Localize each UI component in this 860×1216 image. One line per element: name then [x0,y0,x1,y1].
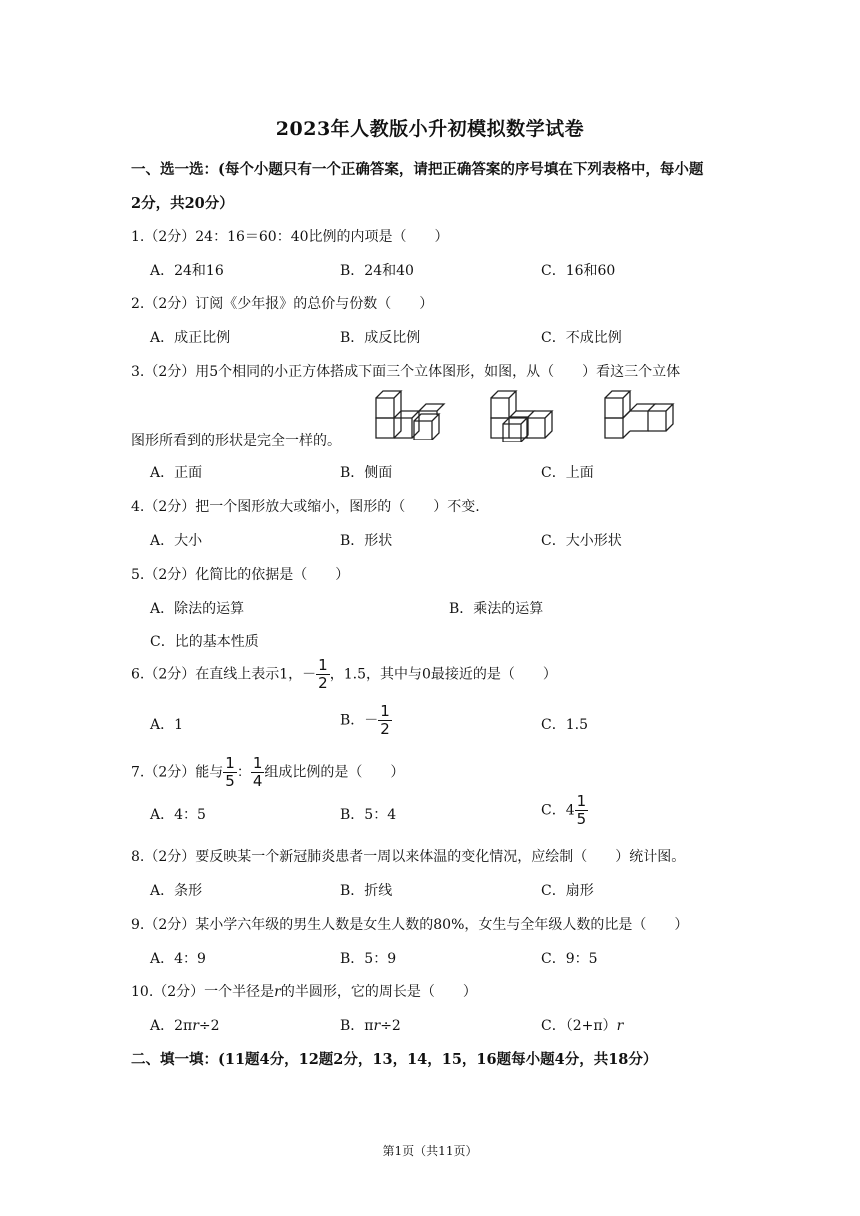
q7-text-pre: 7.（2分）能与 [131,764,224,781]
q4-option-c: C．大小形状 [541,533,622,549]
q6-fraction [316,658,330,691]
q9-option-b: B．5：9 [340,951,397,967]
q8-option-b: B．折线 [340,883,393,899]
q9-option-c: C．9：5 [541,951,598,967]
q3-option-c: C．上面 [541,465,594,481]
q10-option-a-pre: A．2π [150,1018,193,1034]
q6-option-b-num: 1 [380,702,390,720]
q6-option-b-fraction [378,704,392,737]
q3-option-a: A．正面 [150,465,203,481]
q7-option-c-fraction [575,794,589,827]
cube-figure-3 [603,384,683,440]
q6-text-pre: 6.（2分）在直线上表示1， [131,666,303,683]
section-1-heading: 一、选一选：(每个小题只有一个正确答案，请把正确答案的序号填在下列表格中，每小题 [131,161,704,178]
question-1: 1.（2分）24：16＝60：40比例的内项是（ ） [131,229,449,245]
q7-fraction-2-den: 4 [252,772,263,790]
q1-option-b: B．24和40 [340,263,414,279]
q7-option-c-den: 5 [576,810,587,828]
q6-option-b-label: B． [340,712,365,729]
cube-figure-1 [374,384,446,440]
q7-option-b: B．5：4 [340,807,397,823]
q10-option-c-pre: C．（2+π） [541,1018,617,1034]
q5-option-a: A．除法的运算 [150,601,245,617]
q9-option-a: A．4：9 [150,951,206,967]
q5-option-c: C．比的基本性质 [150,634,259,650]
q6-option-b-den: 2 [380,720,390,738]
q4-option-b: B．形状 [340,533,393,549]
q7-fraction-1-den: 5 [225,772,235,790]
q10-var-r: r [274,984,281,1000]
question-6 [131,658,741,691]
exam-title: 2023年人教版小升初模拟数学试卷 [275,118,585,140]
q2-option-c: C．不成比例 [541,330,622,346]
q10-option-a-post: ÷2 [198,1018,220,1034]
q10-text-pre: 10.（2分）一个半径是 [131,984,275,1000]
question-4: 4.（2分）把一个图形放大或缩小，图形的（ ）不变. [131,499,480,515]
q10-option-a [150,1015,220,1035]
q7-text-post: 组成比例的是（ ） [264,764,405,781]
q6-minus: － [302,666,317,683]
q6-text-post: ，1.5，其中与0最接近的是（ ） [329,666,557,683]
question-5: 5.（2分）化简比的依据是（ ） [131,567,350,583]
q10-option-b-pre: B．π [340,1018,374,1034]
q5-option-b: B．乘法的运算 [449,601,544,617]
q7-colon: ： [236,764,251,781]
question-9: 9.（2分）某小学六年级的男生人数是女生人数的80%，女生与全年级人数的比是（ ） [131,917,689,933]
q7-fraction-1 [223,756,237,789]
question-10 [131,981,741,1001]
q8-option-a: A．条形 [150,883,203,899]
section-2-heading: 二、填一填：(11题4分，12题2分，13，14，15，16题每小题4分，共18分） [131,1051,658,1068]
cube-figure-2 [489,384,563,442]
q7-fraction-1-num: 1 [225,754,235,772]
q7-option-c-num: 1 [576,792,587,810]
q2-option-a: A．成正比例 [150,330,231,346]
q1-option-c: C．16和60 [541,263,616,279]
q7-option-c-label: C．4 [541,802,575,819]
q10-option-b-post: ÷2 [380,1018,401,1034]
q7-option-c [541,794,588,827]
q6-option-b-minus: － [364,712,379,729]
q6-fraction-den: 2 [318,674,328,692]
q10-text-post: 的半圆形，它的周长是（ ） [280,984,477,1000]
q10-option-b [340,1015,401,1035]
q10-option-b-r: r [373,1018,381,1034]
q6-option-c: C．1.5 [541,717,588,733]
q7-fraction-2 [251,756,265,789]
question-7 [131,756,741,789]
question-8: 8.（2分）要反映某一个新冠肺炎患者一周以来体温的变化情况，应绘制（ ）统计图。 [131,849,686,865]
page-footer: 第1页（共11页） [382,1144,478,1158]
q10-option-c [541,1015,623,1035]
section-1-heading-cont: 2分，共20分） [131,195,234,212]
question-2: 2.（2分）订阅《少年报》的总价与份数（ ） [131,296,434,312]
q8-option-c: C．扇形 [541,883,594,899]
q7-option-a: A．4：5 [150,807,206,823]
q1-option-a: A．24和16 [150,263,224,279]
q6-fraction-num: 1 [318,656,328,674]
q2-option-b: B．成反比例 [340,330,421,346]
q6-option-a: A．1 [150,717,184,733]
q7-fraction-2-num: 1 [252,754,263,772]
q10-option-c-r: r [616,1018,624,1034]
question-3-cont: 图形所看到的形状是完全一样的。 [131,433,341,449]
q6-option-b [340,704,392,737]
q3-option-b: B．侧面 [340,465,393,481]
question-3: 3.（2分）用5个相同的小正方体搭成下面三个立体图形，如图，从（ ）看这三个立体 [131,364,681,380]
q10-option-a-r: r [192,1018,199,1034]
q4-option-a: A．大小 [150,533,203,549]
